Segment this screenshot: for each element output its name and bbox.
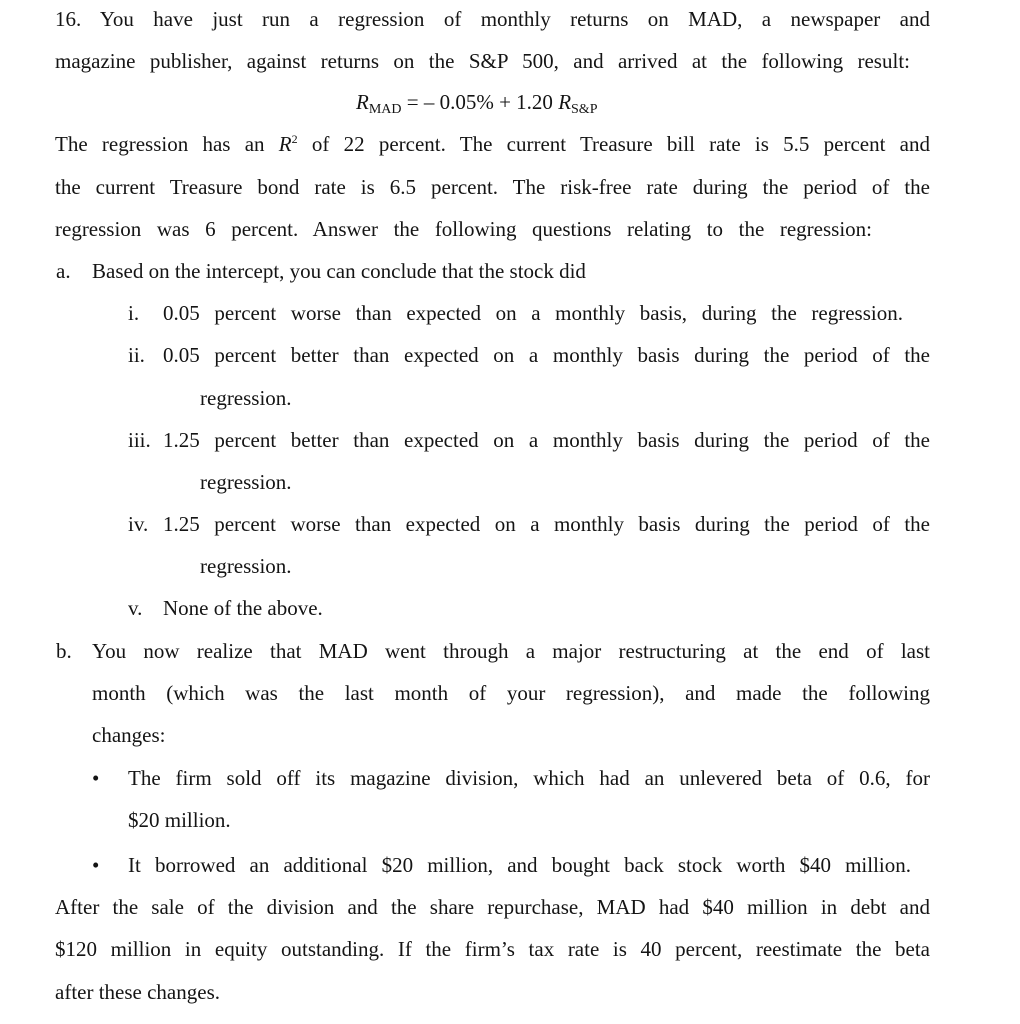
part-b-line-1: You now realize that MAD went through a major restructuring at the end of last — [92, 639, 930, 663]
option-text-continued: regression. — [200, 386, 292, 410]
option-text: None of the above. — [163, 596, 323, 620]
equation-rhs-variable: R — [558, 90, 572, 114]
para-text-b: of 22 percent. The current Treasure bill rate is 5.5 percent and — [297, 132, 930, 156]
para-text-a: The regression has an — [55, 132, 279, 156]
option-text: 0.05 percent better than expected on a monthly basis during the period of the — [163, 343, 930, 367]
option-text: 0.05 percent worse than expected on a monthly basis, during the regression. — [163, 301, 903, 325]
equation-rhs-subscript: S&P — [571, 102, 598, 117]
option-label: v. — [128, 596, 143, 620]
part-a-text: Based on the intercept, you can conclude that the stock did — [92, 259, 586, 283]
question-intro-line-2: magazine publisher, against returns on the S&P 500, and arrived at the following result: — [55, 49, 910, 73]
bullet-icon: • — [92, 766, 100, 790]
bullet-text: The firm sold off its magazine division, which had an unlevered beta of 0.6, for — [128, 766, 930, 790]
closing-line-3: after these changes. — [55, 980, 220, 1004]
question-paragraph-line-1 — [55, 131, 930, 160]
part-b-label: b. — [56, 639, 72, 663]
equation-lhs-subscript: MAD — [368, 102, 402, 117]
bullet-text: It borrowed an additional $20 million, and bought back stock worth $40 million. — [128, 853, 911, 877]
part-b-line-2: month (which was the last month of your regression), and made the following — [92, 681, 930, 705]
question-paragraph-line-2: the current Treasure bond rate is 6.5 percent. The risk-free rate during the period of the — [55, 175, 930, 199]
question-paragraph-line-3: regression was 6 percent. Answer the following questions relating to the regression: — [55, 217, 872, 241]
part-b-line-3: changes: — [92, 723, 166, 747]
bullet-icon: • — [92, 853, 100, 877]
equation-lhs-variable: R — [356, 90, 369, 114]
option-label: iv. — [128, 512, 149, 536]
option-label: ii. — [128, 343, 145, 367]
closing-line-2: $120 million in equity outstanding. If the firm’s tax rate is 40 percent, reestimate the beta — [55, 937, 930, 961]
r-squared-superscript: 2 — [291, 132, 298, 146]
question-intro-line-1: 16. You have just run a regression of monthly returns on MAD, a newspaper and — [55, 7, 930, 31]
option-label: i. — [128, 301, 140, 325]
option-text: 1.25 percent worse than expected on a monthly basis during the period of the — [163, 512, 930, 536]
option-text-continued: regression. — [200, 470, 292, 494]
part-a-label: a. — [56, 259, 71, 283]
r-squared-variable: R — [278, 132, 292, 156]
bullet-text-continued: $20 million. — [128, 808, 231, 832]
regression-equation — [356, 89, 597, 119]
option-text: 1.25 percent better than expected on a monthly basis during the period of the — [163, 428, 930, 452]
equation-rhs: = – 0.05% + 1.20 — [401, 90, 559, 114]
option-label: iii. — [128, 428, 151, 452]
option-text-continued: regression. — [200, 554, 292, 578]
closing-line-1: After the sale of the division and the share repurchase, MAD had $40 million in debt and — [55, 895, 930, 919]
